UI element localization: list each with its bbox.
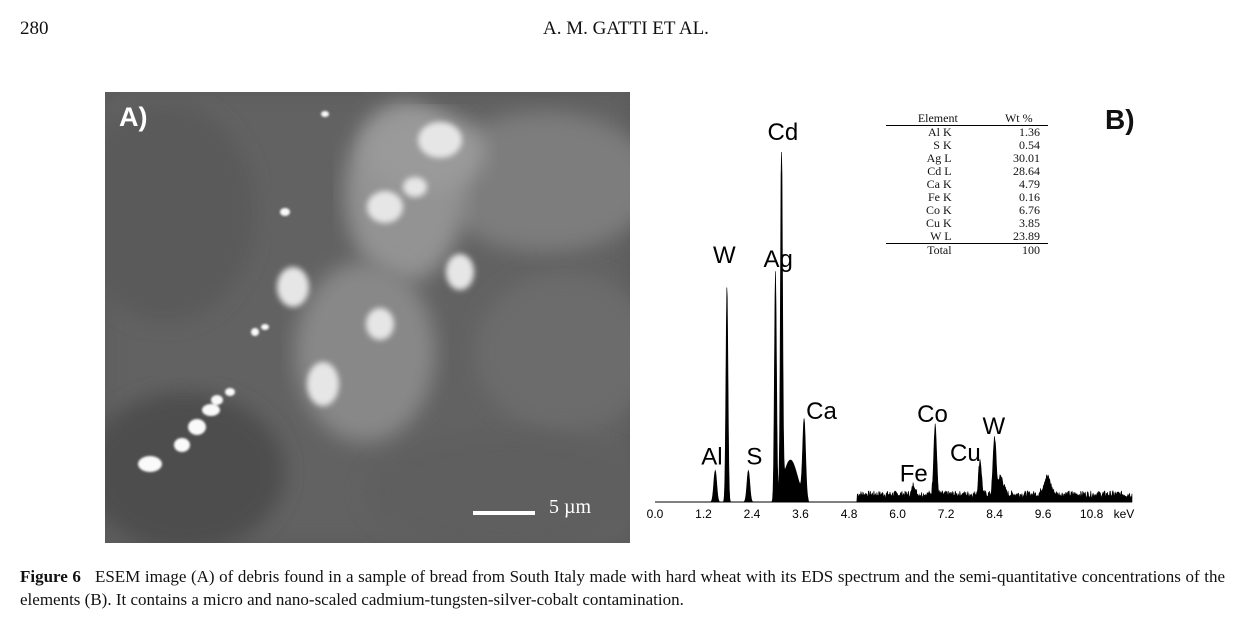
caption-text: ESEM image (A) of debris found in a sample of bread from South Italy made with hard wheat with its EDS spectrum and the semi-quantitative concentrations of the elements (B). It contains a micro and nano-scaled cadmium-tungsten-silver-cobalt contamination.	[20, 567, 1225, 609]
wt-cell: 23.89	[1013, 229, 1040, 243]
x-tick-label: 6.0	[889, 507, 906, 521]
x-tick-label: 7.2	[937, 507, 955, 521]
esem-micrograph	[105, 92, 630, 543]
page-number: 280	[20, 18, 49, 39]
table-header-wt: Wt %	[990, 112, 1048, 126]
scale-bar	[473, 511, 535, 515]
peak-label-fe: Fe	[899, 460, 928, 488]
peak-label-w: W	[982, 413, 1006, 440]
x-tick-label: 3.6	[792, 507, 809, 521]
element-cell: Fe K	[927, 190, 952, 204]
peak-label-ca: Ca	[806, 398, 837, 425]
panel-b-label: B)	[1105, 104, 1135, 135]
total-value: 100	[990, 244, 1048, 258]
caption-label: Figure 6	[20, 567, 81, 586]
wt-cell: 30.01	[1013, 151, 1040, 165]
figure-caption	[20, 565, 1225, 611]
peak-label-co: Co	[917, 401, 948, 428]
x-tick-label: 9.6	[1034, 507, 1052, 521]
running-header: A. M. GATTI ET AL.	[543, 18, 709, 39]
wt-cell: 0.16	[1019, 190, 1040, 204]
element-cell: Cu K	[925, 216, 952, 230]
peak-label-ag: Ag	[763, 246, 793, 273]
x-axis-unit: keV	[1113, 507, 1135, 521]
total-label: Total	[886, 244, 990, 258]
element-cell: Al K	[927, 125, 952, 139]
wt-cell: 3.85	[1019, 216, 1040, 230]
wt-cell: 4.79	[1019, 177, 1040, 191]
esem-image-panel	[105, 92, 630, 543]
x-tick-label: 2.4	[743, 507, 761, 521]
element-cell: Cd L	[927, 164, 952, 178]
wt-cell: 6.76	[1019, 203, 1040, 217]
wt-cell: 0.54	[1019, 138, 1040, 152]
peak-label-cd: Cd	[767, 119, 799, 146]
x-tick-label: 8.4	[986, 507, 1003, 521]
element-cell: S K	[933, 138, 952, 152]
table-row	[886, 230, 1048, 244]
peak-label-w: W	[712, 242, 736, 269]
table-total-row	[886, 244, 1048, 258]
peak-label-s: S	[746, 443, 763, 471]
peak-label-cu: Cu	[950, 440, 981, 467]
x-tick-label: 4.8	[840, 507, 858, 521]
table-row	[886, 126, 1048, 140]
x-tick-label: 0.0	[646, 507, 664, 521]
x-tick-label: 1.2	[695, 507, 712, 521]
scale-bar-label: 5 µm	[549, 496, 592, 518]
element-cell: Ca K	[926, 177, 952, 191]
wt-cell: 28.64	[1013, 164, 1040, 178]
eds-spectrum-panel	[630, 92, 1142, 543]
table-header-element: Element	[886, 112, 990, 126]
element-cell: Ag L	[926, 151, 952, 165]
x-tick-label: 10.8	[1079, 507, 1104, 521]
composition-table	[886, 112, 1048, 257]
element-cell: W L	[930, 229, 952, 243]
peak-label-al: Al	[701, 443, 723, 471]
element-cell: Co K	[925, 203, 952, 217]
wt-cell: 1.36	[1019, 125, 1040, 139]
panel-a-label: A)	[119, 102, 148, 132]
